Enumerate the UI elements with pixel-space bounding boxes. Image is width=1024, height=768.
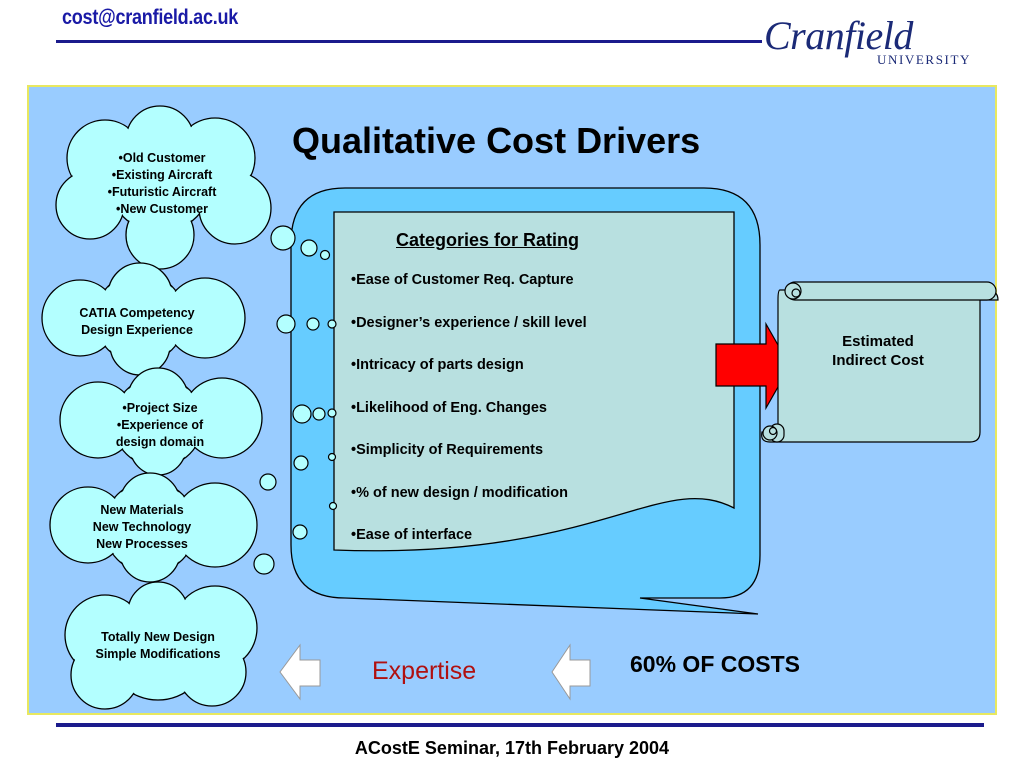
cloud-line: •New Customer bbox=[116, 202, 208, 216]
category-item: •Ease of Customer Req. Capture bbox=[351, 272, 574, 288]
cloud-line: •Old Customer bbox=[118, 151, 206, 165]
cloud-1-text bbox=[92, 150, 232, 218]
university-logo-wordmark: Cranfield bbox=[764, 13, 913, 58]
cloud-line: New Materials bbox=[100, 503, 184, 517]
cloud-line: Totally New Design bbox=[101, 630, 215, 644]
cloud-line: •Project Size bbox=[122, 401, 198, 415]
cloud-line: CATIA Competency bbox=[79, 306, 195, 320]
cloud-line: Design Experience bbox=[81, 323, 193, 337]
footer-text: ACostE Seminar, 17th February 2004 bbox=[354, 738, 670, 758]
category-item: •Ease of interface bbox=[351, 527, 473, 543]
left-arrow-icon-2 bbox=[552, 645, 590, 699]
category-item: •Intricacy of parts design bbox=[351, 357, 524, 373]
cloud-line: •Futuristic Aircraft bbox=[107, 185, 217, 199]
category-item: •% of new design / modification bbox=[351, 485, 568, 501]
cloud-line: New Technology bbox=[92, 520, 192, 534]
categories-title: Categories for Rating bbox=[396, 230, 580, 250]
cloud-3-text bbox=[85, 400, 235, 451]
cloud-5-text bbox=[80, 629, 236, 663]
cloud-line: •Experience of bbox=[116, 418, 204, 432]
university-logo-subtitle: UNIVERSITY bbox=[877, 52, 971, 67]
cloud-line: design domain bbox=[115, 435, 205, 449]
expertise-label: Expertise bbox=[372, 657, 477, 685]
left-arrow-icon-1 bbox=[280, 645, 320, 699]
slide-title: Qualitative Cost Drivers bbox=[292, 120, 701, 161]
estimated-indirect-cost-label bbox=[800, 332, 956, 370]
cloud-line: New Processes bbox=[96, 537, 188, 551]
cloud-2-text bbox=[62, 305, 212, 339]
email-address: cost@cranfield.ac.uk bbox=[62, 6, 239, 29]
scroll-line-1: Estimated bbox=[842, 333, 914, 350]
costs-percentage-label: 60% OF COSTS bbox=[630, 651, 800, 677]
scroll-line-2: Indirect Cost bbox=[832, 352, 924, 369]
category-item: •Simplicity of Requirements bbox=[351, 442, 544, 458]
category-item: •Designer’s experience / skill level bbox=[351, 315, 587, 331]
category-item: •Likelihood of Eng. Changes bbox=[351, 400, 547, 416]
cloud-line: Simple Modifications bbox=[95, 647, 221, 661]
cloud-line: •Existing Aircraft bbox=[111, 168, 213, 182]
cloud-4-text bbox=[67, 502, 217, 553]
footer-divider bbox=[56, 723, 984, 727]
